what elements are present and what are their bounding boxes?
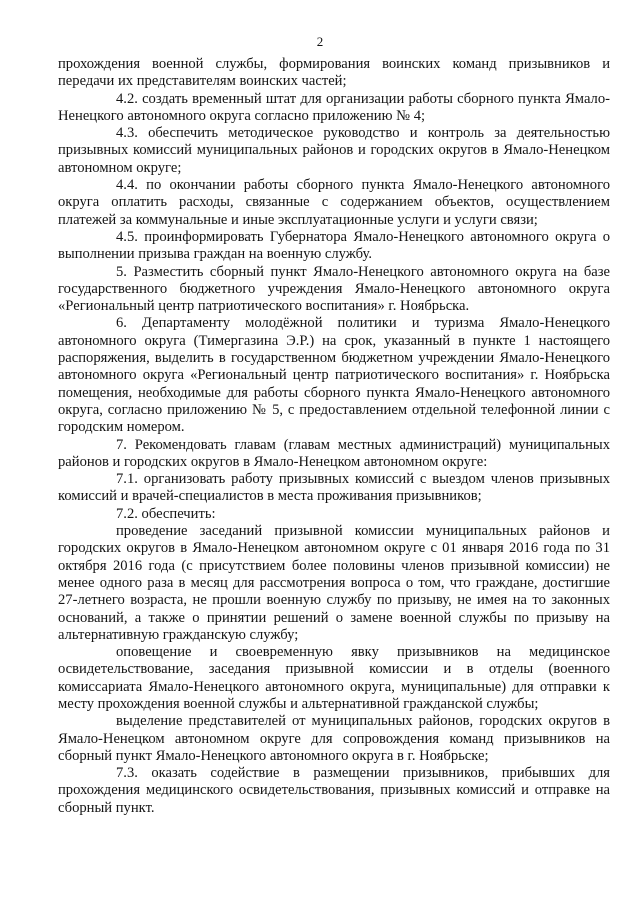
paragraph-7-2: 7.2. обеспечить: — [116, 505, 216, 522]
paragraph-6: 6. Департаменту молодёжной политики и туризма Ямало-Ненецкого автономного округа (Тимергазина Э.Р.) на срок, указанный в пункте 1 настоящего распоряжения, выделить в государственном бюджетном учреждении Ямало-Ненецкого автономного округа «Региональный центр патриотического воспитания» г. Ноябрьска помещения, необходимые для работы сборного пункта Ямало-Ненецкого автономного округа, согласно приложению № 5, с предоставлением отдельной телефонной линии с городским номером. — [58, 315, 610, 436]
paragraph-4-3: 4.3. обеспечить методическое руководство и контроль за деятельностью призывных комиссий муниципальных районов и городских округов в Ямало-Ненецком автономном округе; — [58, 125, 610, 176]
paragraph-7-1: 7.1. организовать работу призывных комиссий с выездом членов призывных комиссий и врачей-специалистов в места проживания призывников; — [58, 471, 610, 505]
paragraph-continuation: прохождения военной службы, формирования воинских команд призывников и передачи их представителям воинских частей; — [58, 56, 610, 90]
paragraph-4-4: 4.4. по окончании работы сборного пункта Ямало-Ненецкого автономного округа оплатить расходы, связанные с содержанием объектов, осуществлением платежей за коммунальные и иные эксплуатационные услуги и услуги связи; — [58, 177, 610, 228]
paragraph-7-3: 7.3. оказать содействие в размещении призывников, прибывших для прохождения медицинского освидетельствования, призывных комиссий и отправке на сборный пункт. — [58, 765, 610, 816]
paragraph-4-2: 4.2. создать временный штат для организации работы сборного пункта Ямало-Ненецкого автономного округа согласно приложению № 4; — [58, 90, 610, 124]
document-body — [58, 56, 610, 817]
paragraph-7-2-notification: оповещение и своевременную явку призывников на медицинское освидетельствование, заседания призывной комиссии и в отделы (военного комиссариата Ямало-Ненецкого автономного округа, муниципальные) для отправки к месту прохождения военной службы и альтернативной гражданской службы; — [58, 644, 610, 712]
paragraph-5: 5. Разместить сборный пункт Ямало-Ненецкого автономного округа на базе государственного бюджетного учреждения Ямало-Ненецкого автономного округа «Региональный центр патриотического воспитания» г. Ноябрьска. — [58, 263, 610, 315]
paragraph-7-2-meetings: проведение заседаний призывной комиссии муниципальных районов и городских округов в Ямало-Ненецком автономном округе с 01 января 2016 года по 31 октября 2016 года (с присутствием более половины членов призывной комиссии) не менее одного раза в месяц для рассмотрения вопроса о том, что граждане, достигшие 27-летнего возраста, не прошли военную службу по призыву, не имея на то законных оснований, а также о принятии решений о замене военной службы по призыву на альтернативную гражданскую службу; — [58, 523, 610, 643]
paragraph-4-5: 4.5. проинформировать Губернатора Ямало-Ненецкого автономного округа о выполнении призыва граждан на военную службу. — [58, 228, 610, 263]
paragraph-7: 7. Рекомендовать главам (главам местных администраций) муниципальных районов и городских округов в Ямало-Ненецком автономном округе: — [58, 436, 610, 470]
page-number: 2 — [316, 34, 324, 49]
paragraph-7-2-representatives: выделение представителей от муниципальных районов, городских округов в Ямало-Ненецком автономном округе для сопровождения команд призывников на сборный пункт Ямало-Ненецкого автономного округа в г. Ноябрьске; — [58, 713, 610, 764]
